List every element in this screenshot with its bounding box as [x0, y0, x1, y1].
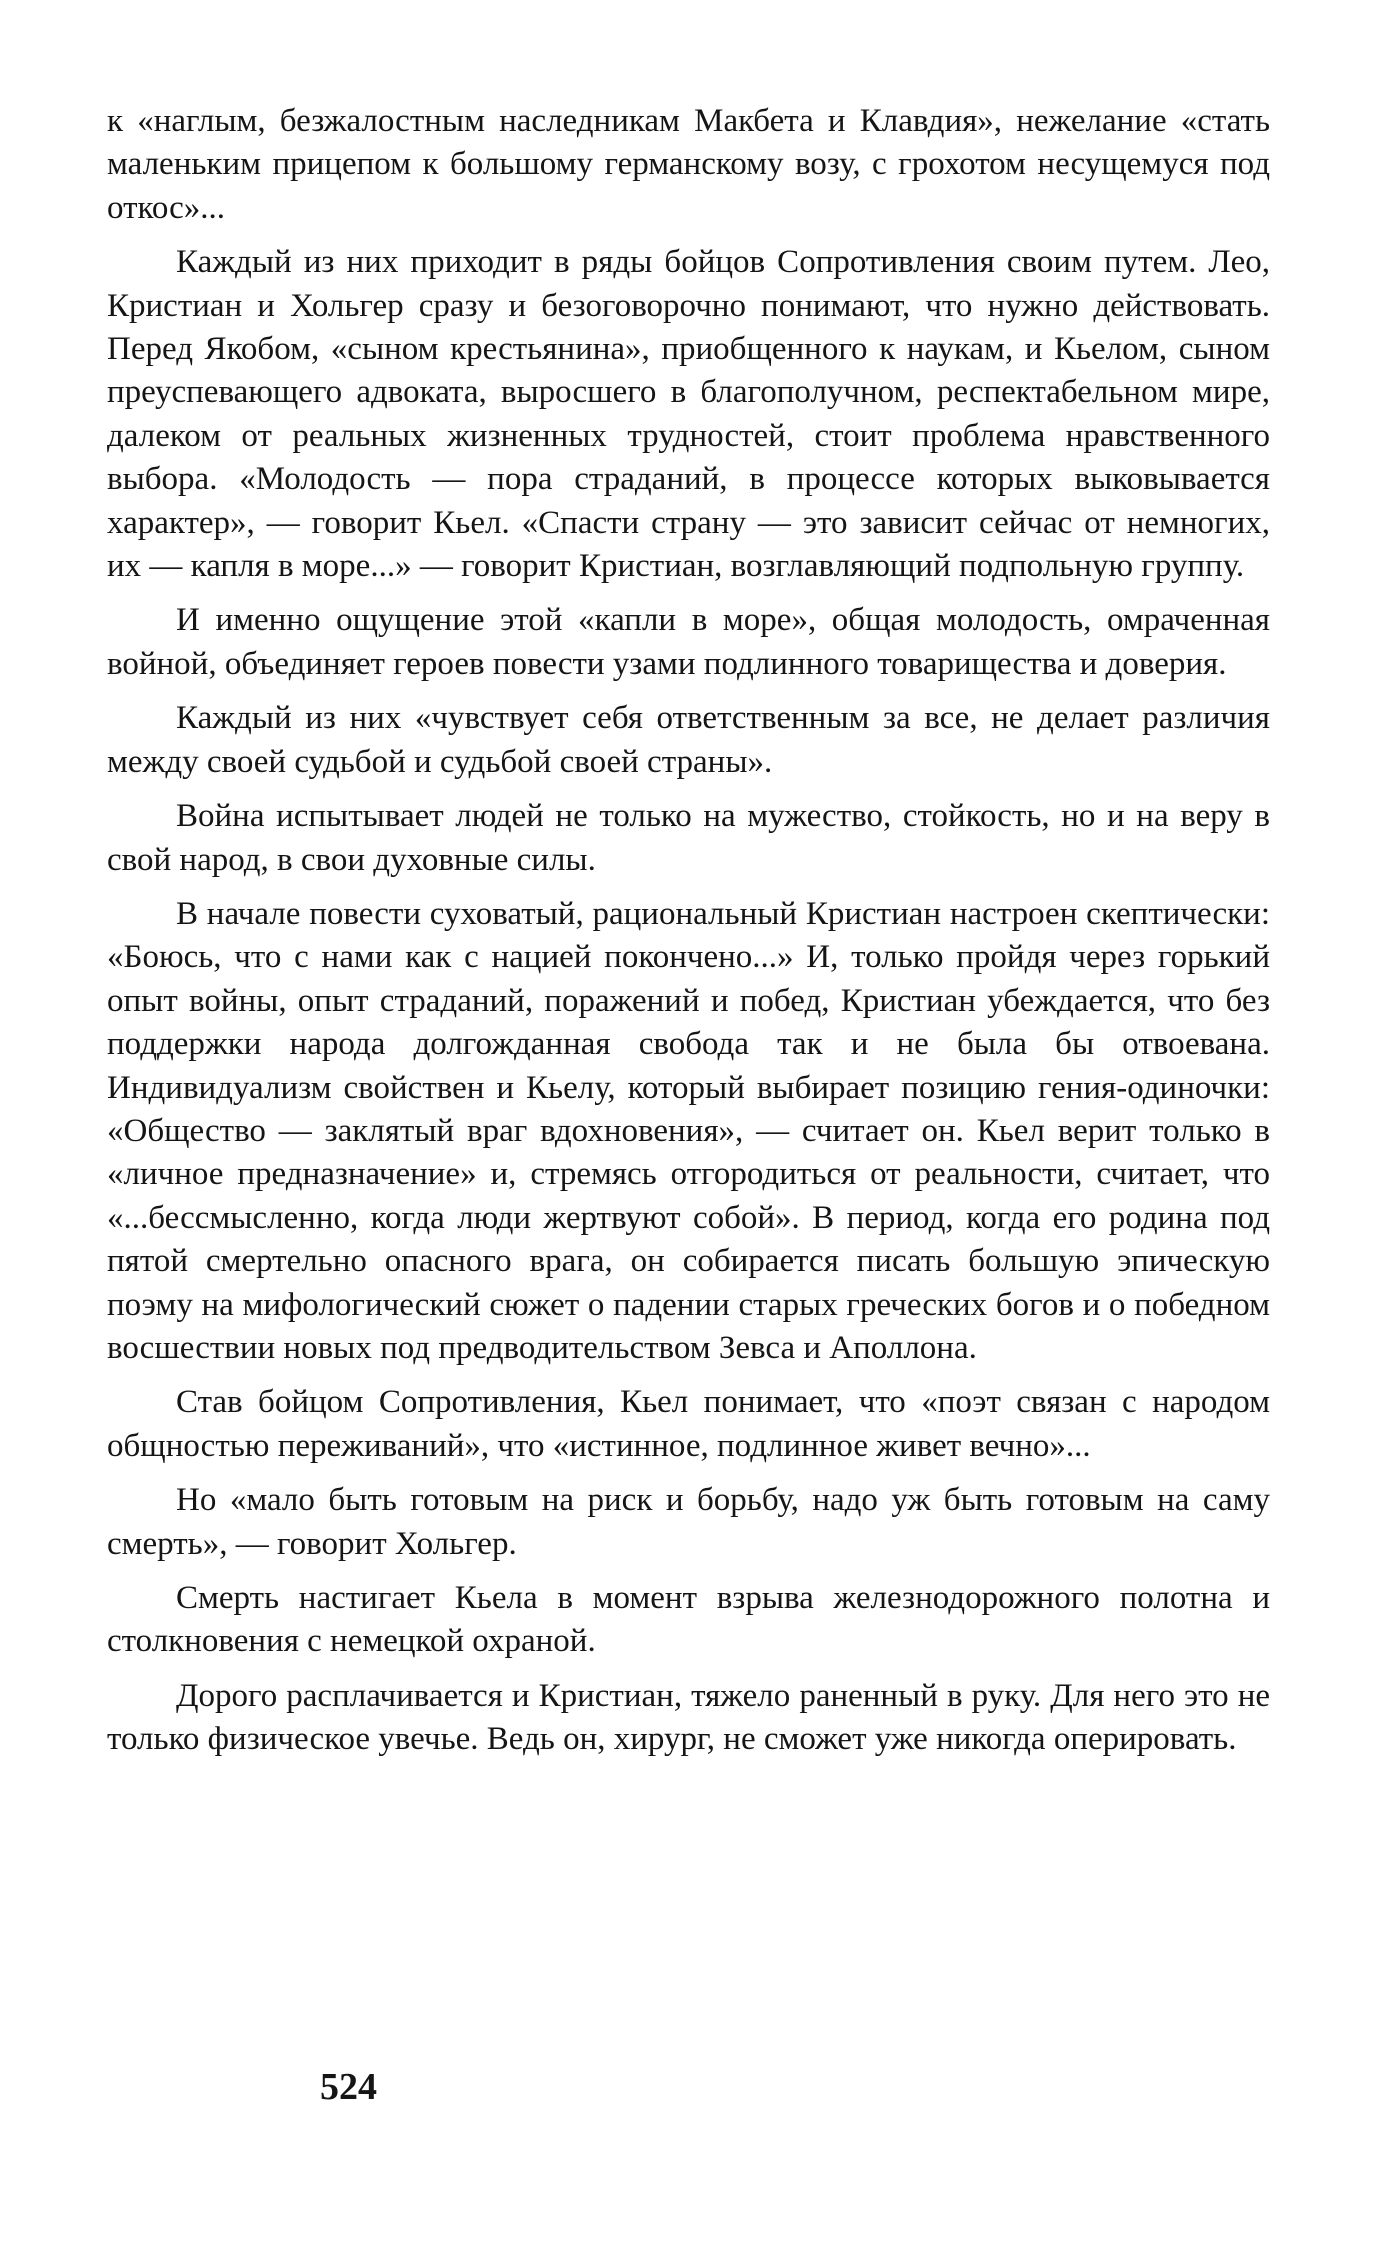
paragraph-2: Каждый из них приходит в ряды бойцов Сопротивления своим путем. Лео, Кристиан и Хольгер сразу и безоговорочно понимают, что нужно действовать. Перед Якобом, «сыном крестьянина», приобщенного к наукам, и Кьелом, сыном преуспевающего адвоката, выросшего в благополучном, респектабельном мире, далеком от реальных жизненных трудностей, стоит проблема нравственного выбора. «Молодость — пора страданий, в процессе которых выковывается характер», — говорит Кьел. «Спасти страну — это зависит сейчас от немногих, их — капля в море...» — говорит Кристиан, возглавляющий подпольную группу.	[107, 244, 1270, 585]
paragraph-4: Каждый из них «чувствует себя ответственным за все, не делает различия между своей судьбой и судьбой своей страны».	[107, 700, 1270, 780]
paragraph-7: Став бойцом Сопротивления, Кьел понимает, что «поэт связан с народом общностью переживаний», что «истинное, подлинное живет вечно»...	[107, 1384, 1270, 1464]
paragraph-3: И именно ощущение этой «капли в море», общая молодость, омраченная войной, объединяет героев повести узами подлинного товарищества и доверия.	[107, 602, 1270, 682]
paragraph-5: Война испытывает людей не только на мужество, стойкость, но и на веру в свой народ, в свои духовные силы.	[107, 798, 1270, 878]
paragraph-8: Но «мало быть готовым на риск и борьбу, надо уж быть готовым на саму смерть», — говорит Хольгер.	[107, 1482, 1270, 1562]
paragraph-9: Смерть настигает Кьела в момент взрыва железнодорожного полотна и столкновения с немецкой охраной.	[107, 1580, 1270, 1660]
paragraph-1: к «наглым, безжалостным наследникам Макбета и Клавдия», нежелание «стать маленьким прицепом к большому германскому возу, с грохотом несущемуся под откос»...	[107, 103, 1270, 226]
paragraph-10: Дорого расплачивается и Кристиан, тяжело раненный в руку. Для него это не только физическое увечье. Ведь он, хирург, не сможет уже никогда оперировать.	[107, 1677, 1270, 1758]
paragraph-6: В начале повести суховатый, рациональный Кристиан настроен скептически: «Боюсь, что с нами как с нацией покончено...» И, только пройдя через горький опыт войны, опыт страданий, поражений и побед, Кристиан убеждается, что без поддержки народа долгожданная свобода так и не была бы отвоевана. Индивидуализм свойствен и Кьелу, который выбирает позицию гения-одиночки: «Общество — заклятый враг вдохновения», — считает он. Кьел верит только в «личное предназначение» и, стремясь отгородиться от реальности, считает, что «...бессмысленно, когда люди жертвуют собой». В период, когда его родина под пятой смертельно опасного врага, он собирается писать большую эпическую поэму на мифологический сюжет о падении старых греческих богов и о победном восшествии новых под предводительством Зевса и Аполлона.	[107, 895, 1270, 1366]
page-number: 524	[320, 2066, 377, 2108]
page-body	[107, 100, 1270, 1773]
